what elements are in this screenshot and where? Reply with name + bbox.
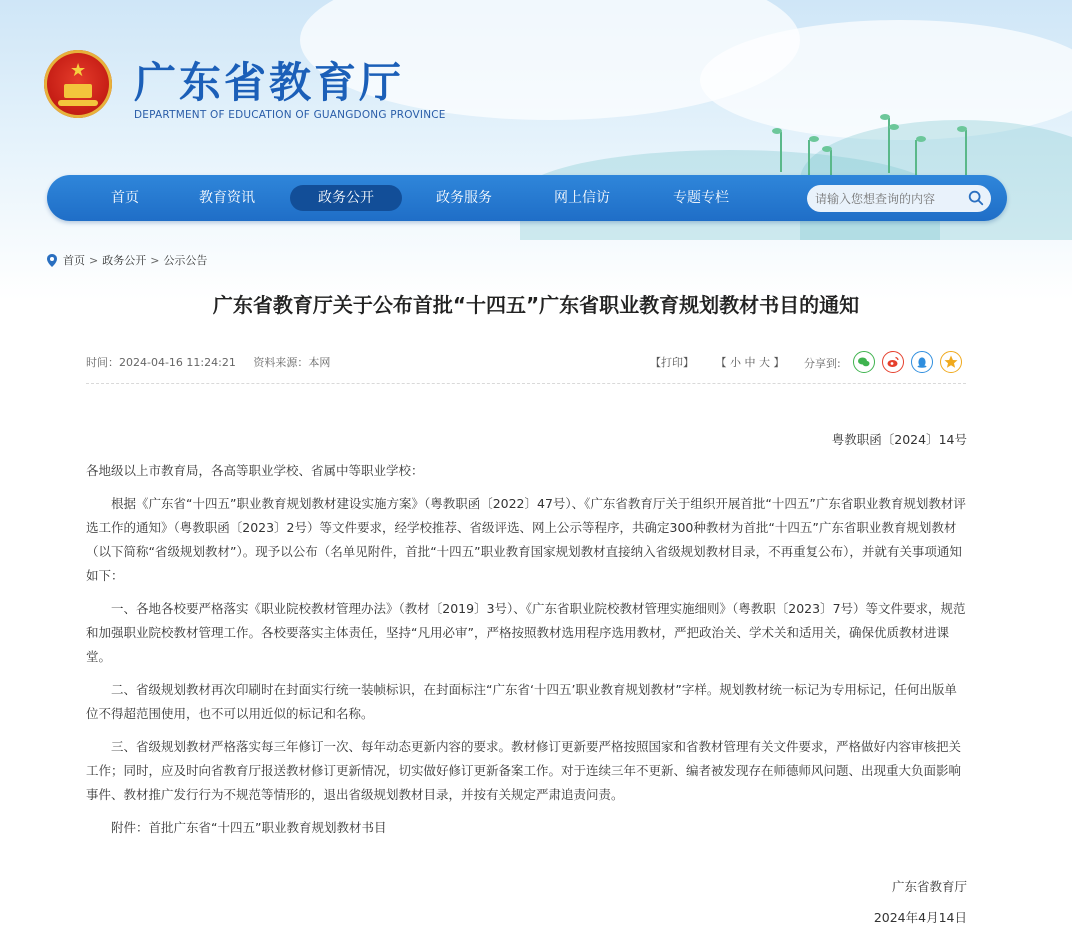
wechat-share-icon[interactable] <box>853 351 875 373</box>
national-emblem-icon: ★ <box>44 50 112 118</box>
breadcrumb-announcements[interactable]: 公示公告 <box>163 254 208 267</box>
main-nav <box>47 175 1007 221</box>
qzone-share-icon[interactable] <box>940 351 962 373</box>
qq-share-icon[interactable] <box>911 351 933 373</box>
site-subtitle: DEPARTMENT OF EDUCATION OF GUANGDONG PROVINCE <box>134 109 446 121</box>
breadcrumb-home[interactable]: 首页 <box>63 254 85 267</box>
location-pin-icon <box>47 254 57 267</box>
breadcrumb-government-affairs[interactable]: 政务公开 <box>102 254 147 267</box>
article-source: 资料来源：本网 <box>253 356 331 369</box>
nav-government-affairs[interactable]: 政务公开 <box>290 185 402 211</box>
signer: 广东省教育厅 <box>891 879 967 894</box>
article-meta <box>86 354 344 370</box>
paragraph-item-3: 三、省级规划教材严格落实每三年修订一次、每年动态更新内容的要求。教材修订更新要严格按照国家和省教材管理有关文件要求，严格做好内容审核把关工作；同时，应及时向省教育厅报送教材修订更新情况，切实做好修订更新备案工作。对于连续三年不更新、编者被发现存在师德师风问题、出现重大负面影响事件、教材推广发行行为不规范等情形的，退出省级规划教材目录，并按有关规定严肃追责问责。 <box>86 739 962 802</box>
search-icon[interactable] <box>967 189 985 207</box>
publish-time: 时间：2024-04-16 11:24:21 <box>86 356 236 369</box>
article-title: 广东省教育厅关于公布首批“十四五”广东省职业教育规划教材书目的通知 <box>212 293 860 317</box>
nav-government-services[interactable]: 政务服务 <box>436 190 492 206</box>
document-number: 粤教职函〔2024〕14号 <box>831 432 967 447</box>
share-label: 分享到: <box>804 357 841 370</box>
font-size-selector[interactable]: 【 小 中 大 】 <box>715 356 785 369</box>
paragraph-intro: 根据《广东省“十四五”职业教育规划教材建设实施方案》（粤教职函〔2022〕47号）、《广东省教育厅关于组织开展首批“十四五”广东省职业教育规划教材评选工作的通知》（粤教职函〔2023〕2号）等文件要求，经学校推荐、省级评选、网上公示等程序，共确定300种教材为首批“十四五”广东省职业教育规划教材（以下简称“省级规划教材”）。现予以公布（名单见附件，首批“十四五”职业教育国家规划教材直接纳入省级规划教材目录，不再重复公布），并就有关事项通知如下： <box>86 496 966 583</box>
article-tools <box>650 354 803 370</box>
nav-special-topics[interactable]: 专题专栏 <box>673 190 729 206</box>
search-box <box>807 185 991 212</box>
attachment-link[interactable]: 附件：首批广东省“十四五”职业教育规划教材书目 <box>111 820 387 835</box>
site-title[interactable]: 广东省教育厅 <box>134 58 405 107</box>
meta-divider <box>86 383 966 384</box>
nav-online-petition[interactable]: 网上信访 <box>554 190 610 206</box>
article-body <box>86 459 968 849</box>
nav-home[interactable]: 首页 <box>111 190 139 206</box>
weibo-share-icon[interactable] <box>882 351 904 373</box>
breadcrumb: 首页 > 政务公开 > 公示公告 <box>47 252 207 268</box>
print-button[interactable]: 【打印】 <box>650 356 694 369</box>
paragraph-item-2: 二、省级规划教材再次印刷时在封面实行统一装帧标识，在封面标注“广东省‘十四五’职业教育规划教材”字样。规划教材统一标记为专用标记，任何出版单位不得超范围使用，也不可以用近似的标记和名称。 <box>86 682 957 721</box>
nav-education-news[interactable]: 教育资讯 <box>199 190 255 206</box>
sign-date: 2024年4月14日 <box>873 910 967 925</box>
paragraph-item-1: 一、各地各校要严格落实《职业院校教材管理办法》（教材〔2019〕3号）、《广东省职业院校教材管理实施细则》（粤教职〔2023〕7号）等文件要求，规范和加强职业院校教材管理工作。各校要落实主体责任，坚持“凡用必审”，严格按照教材选用程序选用教材，严把政治关、学术关和适用关，确保优质教材进课堂。 <box>86 601 966 664</box>
greeting: 各地级以上市教育局，各高等职业学校、省属中等职业学校： <box>86 463 424 478</box>
search-input[interactable] <box>807 185 965 212</box>
